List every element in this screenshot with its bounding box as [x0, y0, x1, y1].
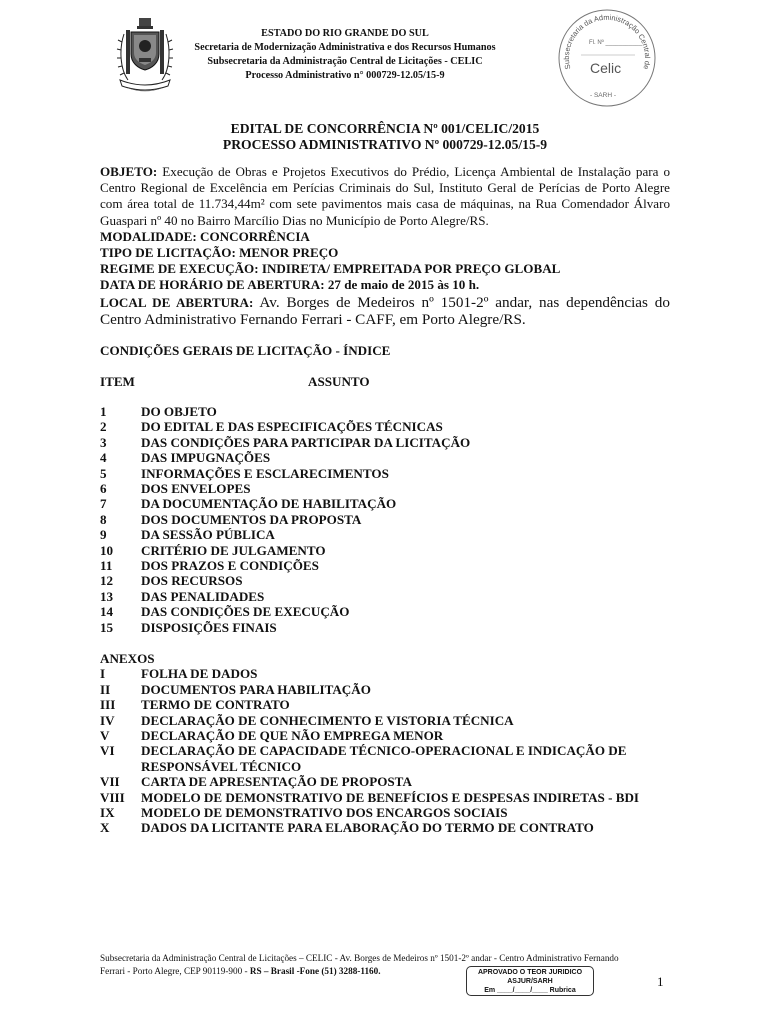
index-item — [100, 496, 670, 511]
approval-line-3: Em ____/____/____ Rubrica — [484, 987, 576, 994]
index-item — [100, 573, 670, 588]
stamp-folio: Fl. Nº ___________ — [589, 40, 643, 46]
annex-item-number: I — [100, 666, 106, 682]
index-item-number: 7 — [100, 496, 107, 512]
index-item — [100, 512, 670, 527]
objeto-label: OBJETO: — [100, 164, 158, 179]
annex-item-title: MODELO DE DEMONSTRATIVO DE BENEFÍCIOS E DESPESAS INDIRETAS - BDI — [141, 789, 640, 805]
index-item — [100, 466, 670, 481]
column-header-item: ITEM — [100, 374, 135, 389]
index-item-number: 6 — [100, 481, 107, 497]
annex-item-title: FOLHA DE DADOS — [141, 666, 258, 682]
index-item-number: 9 — [100, 527, 107, 543]
annex-item-title: MODELO DE DEMONSTRATIVO DOS ENCARGOS SOCIAIS — [141, 805, 508, 821]
annex-item-title: DOCUMENTOS PARA HABILITAÇÃO — [141, 681, 371, 697]
annex-item-title: DECLARAÇÃO DE CAPACIDADE TÉCNICO-OPERACIONAL E INDICAÇÃO DE RESPONSÁVEL TÉCNICO — [141, 743, 627, 774]
index-item — [100, 527, 670, 542]
annex-item — [100, 697, 670, 712]
index-item — [100, 620, 670, 635]
header-process: Processo Administrativo n° 000729-12.05/15-9 — [245, 70, 445, 81]
index-item-number: 2 — [100, 419, 107, 435]
edital-title — [100, 121, 670, 153]
annex-item — [100, 805, 670, 820]
data-abertura: DATA DE HORÁRIO DE ABERTURA: 27 de maio de 2015 às 10 h. — [100, 277, 480, 293]
stamp-name: Celic — [590, 60, 622, 76]
annex-item — [100, 820, 670, 835]
index-item-number: 13 — [100, 588, 114, 604]
index-item-number: 14 — [100, 604, 114, 620]
title-line-1: EDITAL DE CONCORRÊNCIA Nº 001/CELIC/2015 — [230, 121, 540, 136]
tipo-licitacao: TIPO DE LICITAÇÃO: MENOR PREÇO — [100, 245, 339, 261]
index-item-title: DAS CONDIÇÕES DE EXECUÇÃO — [141, 604, 350, 620]
index-item-number: 15 — [100, 619, 114, 635]
index-item-number: 1 — [100, 404, 107, 419]
annex-item — [100, 743, 670, 774]
index-item-number: 11 — [100, 558, 113, 574]
index-item-title: DAS PENALIDADES — [141, 588, 265, 604]
footer-line-2: Ferrari - Porto Alegre, CEP 90119-900 - RS – Brasil -Fone (51) 3288-1160. — [100, 966, 381, 976]
objeto-paragraph — [100, 164, 670, 229]
header-state: ESTADO DO RIO GRANDE DO SUL — [261, 28, 429, 39]
annex-item — [100, 666, 670, 681]
annex-item-title: DADOS DA LICITANTE PARA ELABORAÇÃO DO TERMO DE CONTRATO — [141, 820, 594, 836]
annex-item-title: DECLARAÇÃO DE CONHECIMENTO E VISTORIA TÉCNICA — [141, 712, 514, 728]
index-item — [100, 558, 670, 573]
index-item-title: DA DOCUMENTAÇÃO DE HABILITAÇÃO — [141, 496, 397, 512]
index-item-title: DA SESSÃO PÚBLICA — [141, 527, 275, 543]
index-item — [100, 404, 670, 419]
column-header-assunto: ASSUNTO — [308, 374, 370, 389]
annex-item — [100, 790, 670, 805]
annex-item-number: IX — [100, 805, 115, 821]
index-item — [100, 589, 670, 604]
annex-heading: ANEXOS — [100, 651, 155, 666]
annex-item — [100, 728, 670, 743]
annex-item-number: II — [100, 681, 111, 697]
index-item — [100, 481, 670, 496]
annex-item-number: VIII — [100, 789, 125, 805]
annex-item-number: III — [100, 697, 116, 713]
index-item-number: 10 — [100, 542, 114, 558]
index-item-title: CRITÉRIO DE JULGAMENTO — [141, 542, 326, 558]
header-subsecretariat: Subsecretaria da Administração Central de Licitações - CELIC — [207, 56, 483, 67]
local-abertura — [100, 294, 670, 329]
index-item-title: DOS PRAZOS E CONDIÇÕES — [141, 558, 319, 574]
index-item-title: INFORMAÇÕES E ESCLARECIMENTOS — [141, 465, 389, 481]
index-item-title: DAS CONDIÇÕES PARA PARTICIPAR DA LICITAÇÃO — [141, 434, 471, 450]
index-item-number: 3 — [100, 434, 107, 450]
regime-execucao: REGIME DE EXECUÇÃO: INDIRETA/ EMPREITADA POR PREÇO GLOBAL — [100, 261, 561, 277]
local-label: LOCAL DE ABERTURA: — [100, 294, 254, 310]
edital-summary — [100, 164, 670, 329]
index-item-title: DAS IMPUGNAÇÕES — [141, 450, 271, 466]
index-item-title: DOS RECURSOS — [141, 573, 243, 589]
index-item-number: 8 — [100, 511, 107, 527]
celic-stamp — [557, 8, 657, 108]
stamp-sarh: - SARH - — [590, 92, 616, 99]
annex-item-number: VII — [100, 774, 120, 790]
index-item — [100, 419, 670, 434]
annex-item-title: DECLARAÇÃO DE QUE NÃO EMPREGA MENOR — [141, 728, 444, 744]
document-header — [180, 27, 510, 83]
state-coat-of-arms — [114, 14, 176, 104]
index-list — [100, 404, 670, 635]
annex-item-title: TERMO DE CONTRATO — [141, 697, 290, 713]
index-item-title: DO EDITAL E DAS ESPECIFICAÇÕES TÉCNICAS — [141, 419, 443, 435]
approval-line-2: ASJUR/SARH — [507, 978, 553, 985]
index-item-title: DISPOSIÇÕES FINAIS — [141, 619, 277, 635]
index-item — [100, 450, 670, 465]
page-number: 1 — [657, 974, 664, 989]
annex-item-number: VI — [100, 743, 115, 759]
annex-item — [100, 713, 670, 728]
index-item-number: 5 — [100, 465, 107, 481]
index-item — [100, 604, 670, 619]
index-heading: CONDIÇÕES GERAIS DE LICITAÇÃO - ÍNDICE — [100, 343, 391, 358]
annex-item — [100, 774, 670, 789]
title-line-2: PROCESSO ADMINISTRATIVO Nº 000729-12.05/15-9 — [222, 137, 548, 152]
approval-line-1: APROVADO O TEOR JURIDICO — [477, 969, 583, 976]
annex-item-number: IV — [100, 712, 115, 728]
index-item-title: DOS ENVELOPES — [141, 481, 251, 497]
modalidade: MODALIDADE: CONCORRÊNCIA — [100, 228, 310, 244]
footer-line-1: Subsecretaria da Administração Central de Licitações – CELIC - Av. Borges de Medeiros nº 1501-2º andar - Centro Administrativo Fernando — [100, 953, 619, 963]
legal-approval-stamp — [466, 966, 594, 996]
annex-item — [100, 682, 670, 697]
index-item — [100, 543, 670, 558]
annex-item-title: CARTA DE APRESENTAÇÃO DE PROPOSTA — [141, 774, 412, 790]
annex-item-number: X — [100, 820, 110, 836]
index-item-title: DO OBJETO — [141, 404, 217, 419]
index-item — [100, 435, 670, 450]
local-text: Av. Borges de Medeiros nº 1501-2º andar, nas dependências do Centro Administrativo Fernando Ferrari - CAFF, em Porto Alegre/RS. — [100, 293, 670, 329]
annex-list — [100, 651, 670, 836]
index-item-title: DOS DOCUMENTOS DA PROPOSTA — [141, 511, 362, 527]
header-secretariat: Secretaria de Modernização Administrativa e dos Recursos Humanos — [194, 42, 496, 53]
annex-item-number: V — [100, 728, 110, 744]
stamp-ring-text: Subsecretaria da Administração Central de — [561, 12, 653, 71]
objeto-text: Execução de Obras e Projetos Executivos do Prédio, Licença Ambiental de Instalação para o Centro Regional de Excelência em Perícias Criminais do Sul, Instituto Geral de Perícias de Porto Alegre com área total de 11.734,44m² com sete pavimentos mais casa de máquinas, na Rua Comendador Álvaro Guaspari nº 40 no Bairro Marcílio Dias no Município de Porto Alegre/RS. — [100, 164, 670, 228]
index-item-number: 4 — [100, 450, 107, 466]
index-item-number: 12 — [100, 573, 114, 589]
